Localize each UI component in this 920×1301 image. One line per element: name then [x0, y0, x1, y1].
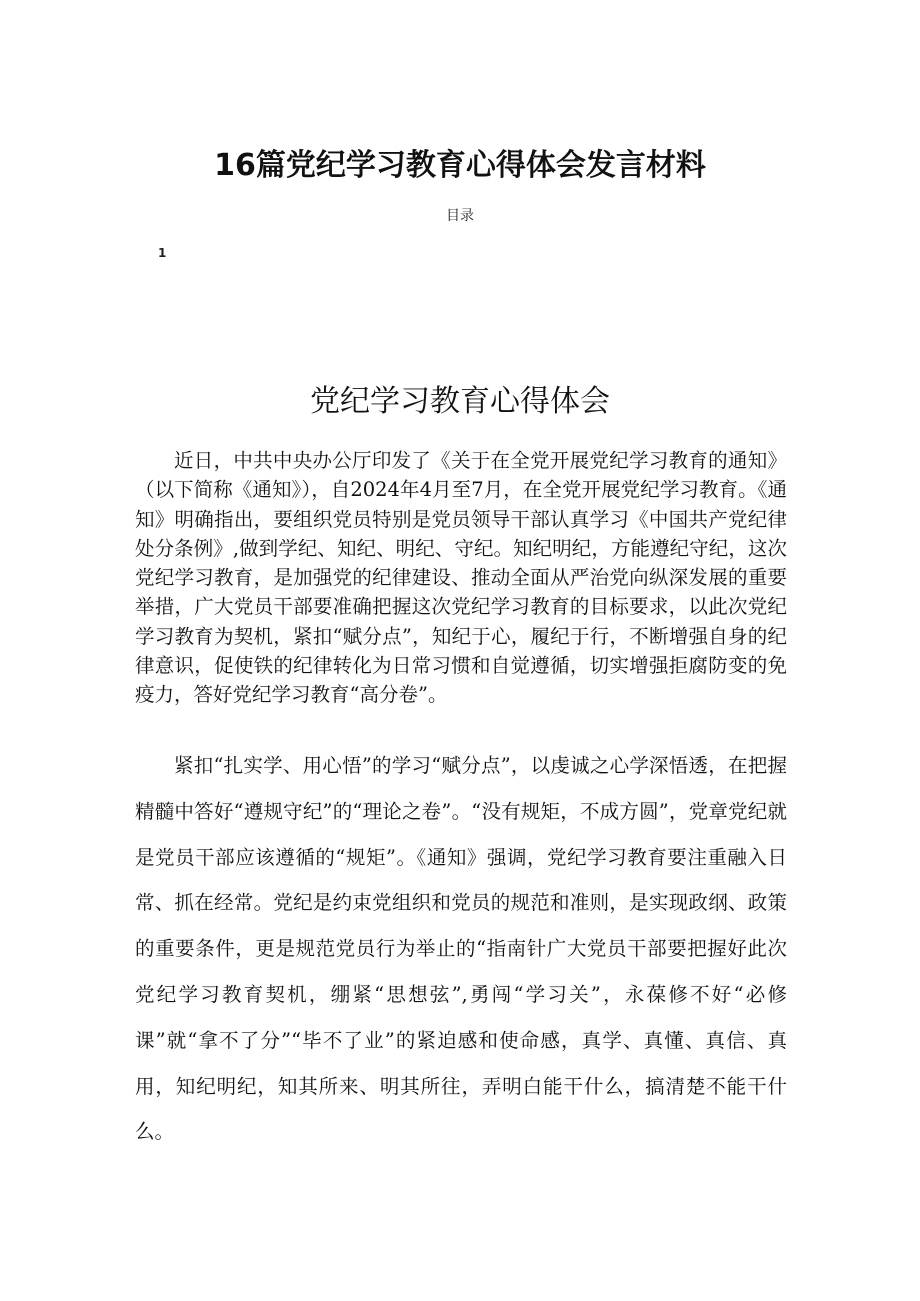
document-title: 16篇党纪学习教育心得体会发言材料	[214, 148, 706, 183]
body-paragraph-2: 紧扣“扎实学、用心悟”的学习“赋分点”，以虔诚之心学深悟透，在把握精髓中答好“遵规守纪”的“理论之卷”。“没有规矩，不成方圆”，党章党纪就是党员干部应该遵循的“规矩”。《通知》强调，党纪学习教育要注重融入日常、抓在经常。党纪是约束党组织和党员的规范和准则，是实现政纲、政策的重要条件，更是规范党员行为举止的“指南针广大党员干部要把握好此次党纪学习教育契机，绷紧“思想弦”,勇闯“学习关”，永葆修不好“必修课”就“拿不了分”“毕不了业”的紧迫感和使命感，真学、真懂、真信、真用，知纪明纪，知其所来、明其所往，弄明白能干什么，搞清楚不能干什么。	[135, 754, 787, 1144]
toc-entry-number: 1	[158, 246, 167, 260]
table-of-contents-label: 目录	[446, 208, 474, 224]
section-title: 党纪学习教育心得体会	[310, 384, 610, 419]
body-paragraph-1: 近日，中共中央办公厅印发了《关于在全党开展党纪学习教育的通知》（以下简称《通知》），自2024年4月至7月，在全党开展党纪学习教育。《通知》明确指出，要组织党员特别是党员领导干部认真学习《中国共产党纪律处分条例》,做到学纪、知纪、明纪、守纪。知纪明纪，方能遵纪守纪，这次党纪学习教育，是加强党的纪律建设、推动全面从严治党向纵深发展的重要举措，广大党员干部要准确把握这次党纪学习教育的目标要求，以此次党纪学习教育为契机，紧扣“赋分点”，知纪于心，履纪于行，不断增强自身的纪律意识，促使铁的纪律转化为日常习惯和自觉遵循，切实增强拒腐防变的免疫力，答好党纪学习教育“高分卷”。	[135, 449, 787, 707]
